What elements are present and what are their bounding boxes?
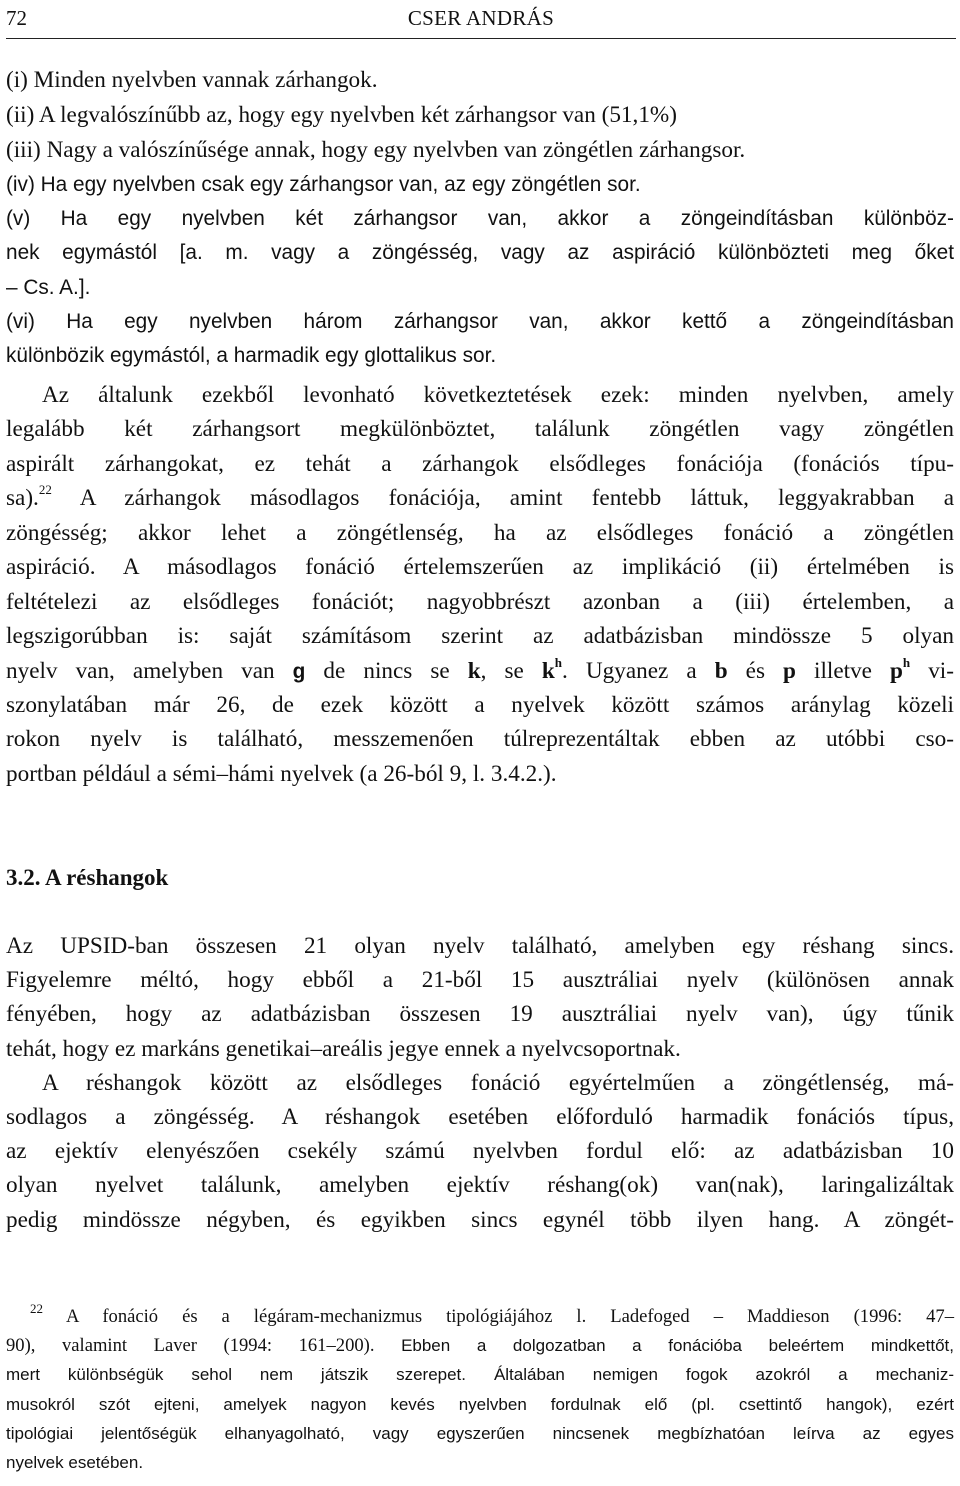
paragraph-line: legszigorúbban is: saját számításom szerint az adatbázisban mindössze 5 olyan: [6, 623, 954, 650]
paragraph-line: Figyelemre méltó, hogy ebből a 21-ből 15 ausztráliai nyelv (különösen annak: [6, 967, 954, 994]
footnote-line: tipológiai jelentőségük elhanyagolható, vagy egyszerűen nincsenek megbízhatóan leírva az egyes: [6, 1423, 954, 1443]
running-head: CSER ANDRÁS: [407, 6, 555, 30]
symbol-ph: p: [890, 657, 903, 684]
paragraph-line: [6, 654, 954, 688]
list-item: (iv) Ha egy nyelvben csak egy zárhangsor van, az egy zöngétlen sor.: [6, 173, 641, 196]
paragraph-line: aspiráció. A másodlagos fonáció értelemszerűen az implikáció (ii) értelmében is: [6, 554, 954, 581]
text-run: de nincs se: [305, 657, 468, 684]
list-item: (v) Ha egy nyelvben két zárhangsor van, akkor a zöngeindításban különböz-: [6, 207, 954, 231]
paragraph-fricatives: [6, 929, 954, 1237]
text-run: A fonáció és a légáram-mechanizmus tipológiájához l. Ladefoged – Maddieson (1996: 47–: [65, 1306, 955, 1327]
footnote-line: mert különbségük sehol nem játszik szerepet. Általában nemigen fogok azokról a mechaniz-: [6, 1365, 954, 1385]
paragraph-line: tehát, hogy ez markáns genetikai–areális jegye ennek a nyelvcsoportnak.: [6, 1035, 681, 1062]
footnote-22: [6, 1302, 954, 1477]
footnote-line: [6, 1302, 954, 1331]
paragraph-line: fényében, hogy az adatbázisban összesen 19 ausztráliai nyelv van), úgy tűnik: [6, 1001, 954, 1028]
text-run: Ebben a dolgozatban a fonációba beleértem mindkettőt,: [401, 1336, 954, 1356]
text-run: , se: [480, 657, 542, 684]
paragraph-conclusions: [6, 378, 954, 791]
text-run: és: [727, 657, 784, 684]
symbol-k: k: [467, 657, 481, 684]
paragraph-line: olyan nyelvet találunk, amelyben ejektív réshang(ok) van(nak), laringalizáltak: [6, 1172, 954, 1199]
footnote-line: musokról szót ejteni, amelyek nagyon kevés nyelvben fordulnak elő (pl. csettintő hangok), ezért: [6, 1394, 954, 1414]
paragraph-line: [6, 481, 954, 515]
symbol-p: p: [783, 657, 796, 684]
text-run: sa).: [6, 485, 39, 512]
list-item-continuation: – Cs. A.].: [6, 275, 91, 299]
paragraph-line: legalább két zárhangsort megkülönböztet, találunk zöngétlen vagy zöngétlen: [6, 416, 954, 443]
list-item: (vi) Ha egy nyelvben három zárhangsor van, akkor kettő a zöngeindításban: [6, 309, 954, 333]
paragraph-line: szonylatában már 26, de ezek között a nyelvek között számos aránylag közeli: [6, 691, 954, 718]
paragraph-line: Az UPSID-ban összesen 21 olyan nyelv található, amelyben egy réshang sincs.: [6, 933, 954, 959]
hypothesis-list-sans: [6, 168, 954, 373]
section-heading: 3.2. A réshangok: [6, 865, 169, 890]
aspiration-mark: h: [902, 654, 911, 670]
symbol-g: g: [292, 659, 306, 683]
hypothesis-list-serif: [6, 63, 954, 167]
text-run: A zárhangok másodlagos fonációja, amint fentebb láttuk, leggyakrabban a: [51, 485, 954, 512]
footnote-line: [6, 1331, 954, 1360]
paragraph-line: aspirált zárhangokat, ez tehát a zárhangok elsődleges fonációja (fonációs típu-: [6, 450, 954, 477]
paragraph-line: sodlagos a zöngésség. A réshangok esetében előforduló harmadik fonációs típus,: [6, 1103, 954, 1130]
footnote-line: nyelvek esetében.: [6, 1452, 144, 1472]
text-run: . Ugyanez a: [562, 657, 715, 684]
page-number: 72: [6, 6, 27, 30]
paragraph-line: feltételezi az elsődleges fonációt; nagyobbrészt azonban a (iii) értelemben, a: [6, 588, 954, 615]
paragraph-line: rokon nyelv is található, messzemenően túlreprezentáltak ebben az utóbbi cso-: [6, 726, 954, 753]
footnote-marker: 22: [30, 1301, 43, 1316]
text-run: vi-: [910, 657, 954, 684]
text-run: illetve: [795, 657, 891, 684]
list-item: (ii) A legvalószínűbb az, hogy egy nyelvben két zárhangsor van (51,1%): [6, 101, 677, 128]
paragraph-line: portban például a sémi–hámi nyelvek (a 26-ból 9, l. 3.4.2.).: [6, 760, 557, 787]
symbol-b: b: [714, 657, 728, 684]
paragraph-line: Az általunk ezekből levonható következtetések ezek: minden nyelvben, amely: [42, 382, 954, 408]
text-run: 90), valamint Laver (1994: 161–200).: [6, 1335, 402, 1357]
paragraph-line: A réshangok között az elsődleges fonáció egyértelműen a zöngétlenség, má-: [42, 1069, 954, 1096]
footnote-ref[interactable]: 22: [38, 482, 52, 498]
paragraph-line: zöngésség; akkor lehet a zöngétlenség, ha az elsődleges fonáció a zöngétlen: [6, 519, 954, 546]
paragraph-line: az ejektív elenyészően csekély számú nyelvben fordul elő: az adatbázisban 10: [6, 1138, 954, 1165]
paragraph-line: pedig mindössze négyben, és egyikben sincs egynél több ilyen hang. A zöngét-: [6, 1206, 954, 1233]
list-item-continuation: különbözik egymástól, a harmadik egy glottalikus sor.: [6, 343, 497, 367]
aspiration-mark: h: [554, 654, 563, 670]
text-run: nyelv van, amelyben van: [6, 657, 293, 684]
list-item: (i) Minden nyelvben vannak zárhangok.: [6, 67, 378, 93]
list-item-continuation: nek egymástól [a. m. vagy a zöngésség, vagy az aspiráció különbözteti meg őket: [6, 241, 954, 265]
list-item: (iii) Nagy a valószínűsége annak, hogy egy nyelvben van zöngétlen zárhangsor.: [6, 136, 746, 163]
symbol-kh: k: [541, 657, 555, 684]
page-header: [6, 2, 956, 39]
